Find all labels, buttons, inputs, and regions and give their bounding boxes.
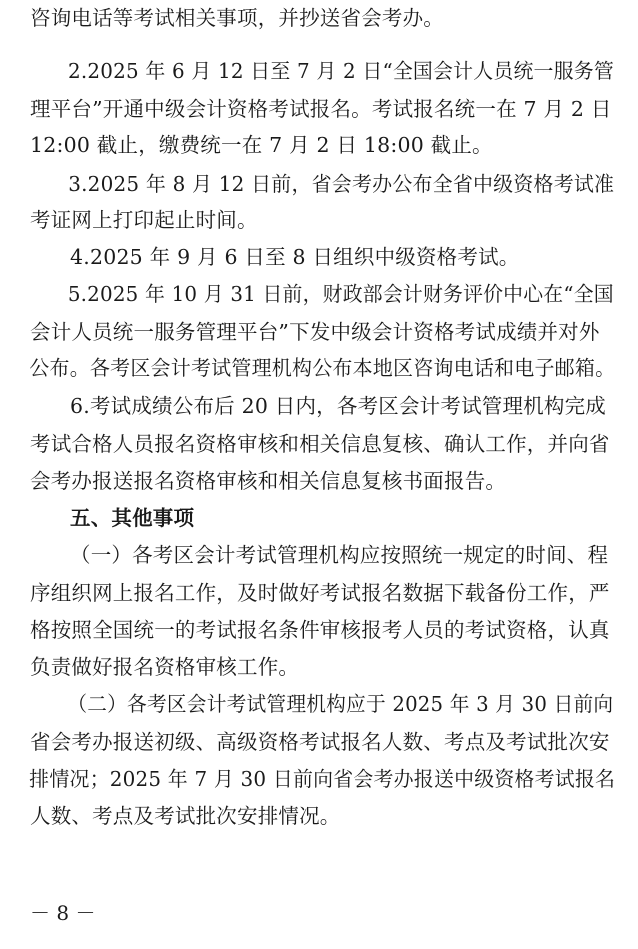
body-line: 会考办报送报名资格审核和相关信息复核书面报告。 — [30, 469, 507, 493]
body-line: 人数、考点及考试批次安排情况。 — [30, 804, 341, 828]
body-line: 咨询电话等考试相关事项，并抄送省会考办。 — [30, 6, 444, 30]
body-line: 3.2025 年 8 月 12 日前，省会考办公布全省中级资格考试准 — [68, 172, 615, 196]
body-line: 考试合格人员报名资格审核和相关信息复核、确认工作，并向省 — [30, 432, 610, 456]
body-line: 排情况；2025 年 7 月 30 日前向省会考办报送中级资格考试报名 — [29, 767, 616, 791]
body-line: 考证网上打印起止时间。 — [30, 208, 258, 232]
page-number: － 8 － — [30, 901, 96, 925]
body-line: 理平台”开通中级会计资格考试报名。考试报名统一在 7 月 2 日 — [30, 97, 612, 121]
body-line: 5.2025 年 10 月 31 日前，财政部会计财务评价中心在“全国 — [67, 282, 614, 306]
body-line: 6.考试成绩公布后 20 日内，各考区会计考试管理机构完成 — [70, 394, 606, 418]
section-heading: 五、其他事项 — [70, 506, 195, 530]
body-line: 序组织网上报名工作，及时做好考试报名数据下载备份工作，严 — [30, 581, 610, 605]
body-line: （一）各考区会计考试管理机构应按照统一规定的时间、程 — [70, 543, 609, 567]
body-line: 负责做好报名资格审核工作。 — [30, 655, 300, 679]
body-line: 公布。各考区会计考试管理机构公布本地区咨询电话和电子邮箱。 — [29, 356, 616, 380]
body-line: 2.2025 年 6 月 12 日至 7 月 2 日“全国会计人员统一服务管 — [67, 59, 614, 83]
body-line: 会计人员统一服务管理平台”下发中级会计资格考试成绩并对外 — [30, 320, 600, 344]
body-line: 省会考办报送初级、高级资格考试报名人数、考点及考试批次安 — [30, 730, 610, 754]
body-line: 4.2025 年 9 月 6 日至 8 日组织中级资格考试。 — [70, 245, 520, 269]
body-line: 12:00 截止，缴费统一在 7 月 2 日 18:00 截止。 — [30, 133, 493, 157]
body-line: （二）各考区会计考试管理机构应于 2025 年 3 月 30 日前向 — [67, 692, 614, 716]
body-line: 格按照全国统一的考试报名条件审核报考人员的考试资格，认真 — [30, 618, 610, 642]
